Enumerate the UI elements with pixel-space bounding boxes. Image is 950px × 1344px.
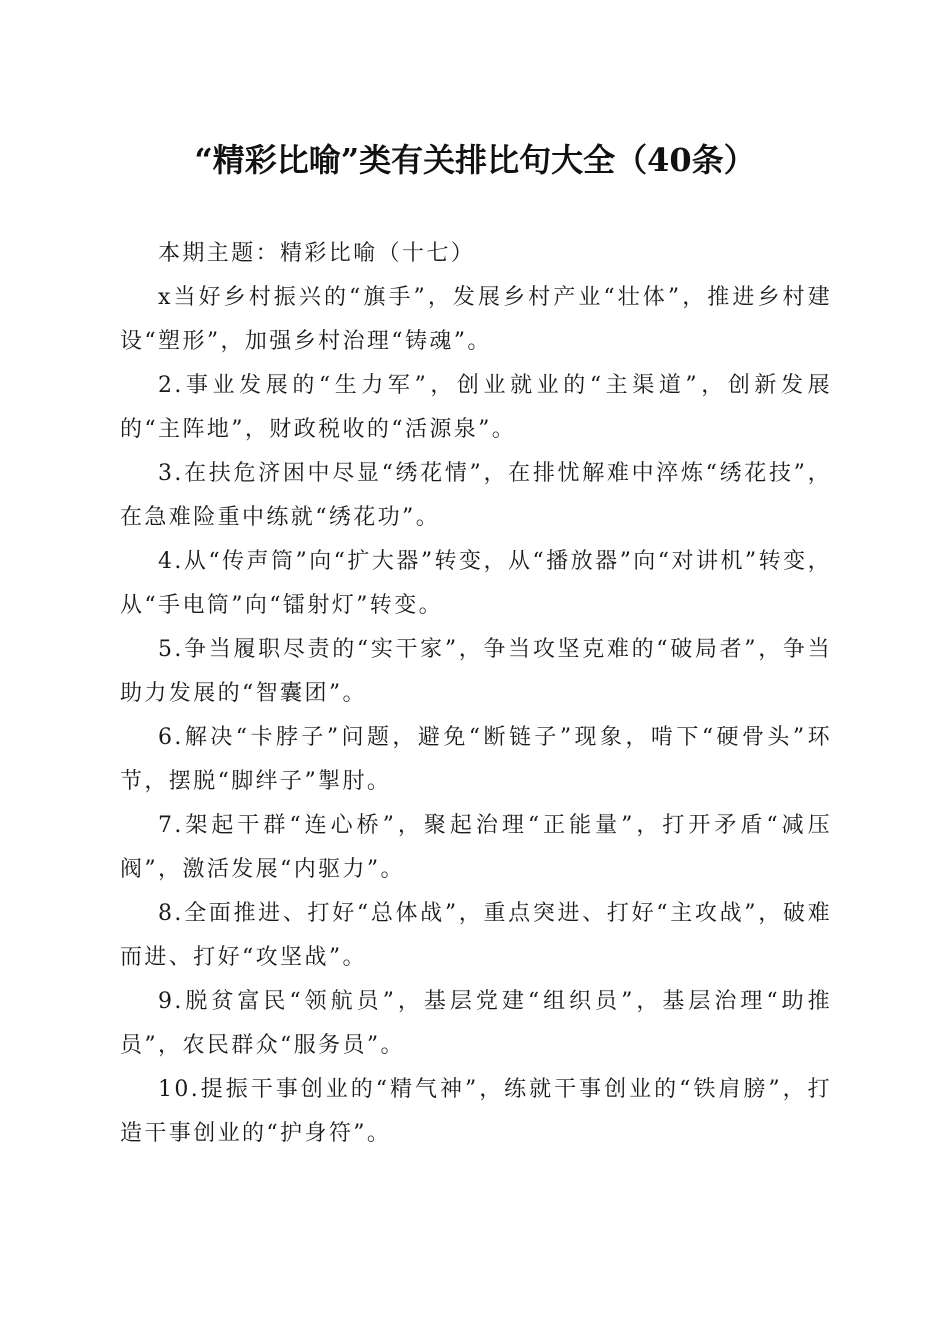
list-item: 7.架起干群“连心桥”，聚起治理“正能量”，打开矛盾“减压阀”，激活发展“内驱力”。: [120, 813, 832, 882]
list-item: 3.在扶危济困中尽显“绣花情”，在排忧解难中淬炼“绣花技”，在急难险重中练就“绣花功”。: [120, 461, 832, 530]
list-item: 5.争当履职尽责的“实干家”，争当攻坚克难的“破局者”，争当助力发展的“智囊团”。: [120, 637, 832, 706]
document-title: “精彩比喻”类有关排比句大全（40条）: [194, 141, 756, 179]
list-item: 4.从“传声筒”向“扩大器”转变，从“播放器”向“对讲机”转变，从“手电筒”向“镭射灯”转变。: [120, 549, 832, 618]
list-item: 6.解决“卡脖子”问题，避免“断链子”现象，啃下“硬骨头”环节，摆脱“脚绊子”掣肘。: [120, 725, 832, 794]
document-body: [120, 232, 832, 1156]
list-item: 9.脱贫富民“领航员”，基层党建“组织员”，基层治理“助推员”，农民群众“服务员”。: [120, 989, 832, 1058]
topic-line: 本期主题：精彩比喻（十七）: [158, 241, 476, 266]
list-item: 2.事业发展的“生力军”，创业就业的“主渠道”，创新发展的“主阵地”，财政税收的“活源泉”。: [120, 373, 832, 442]
list-item: x当好乡村振兴的“旗手”，发展乡村产业“壮体”，推进乡村建设“塑形”，加强乡村治理“铸魂”。: [120, 285, 832, 354]
list-item: 10.提振干事创业的“精气神”，练就干事创业的“铁肩膀”，打造干事创业的“护身符”。: [120, 1077, 832, 1146]
list-item: 8.全面推进、打好“总体战”，重点突进、打好“主攻战”，破难而进、打好“攻坚战”。: [120, 901, 832, 970]
